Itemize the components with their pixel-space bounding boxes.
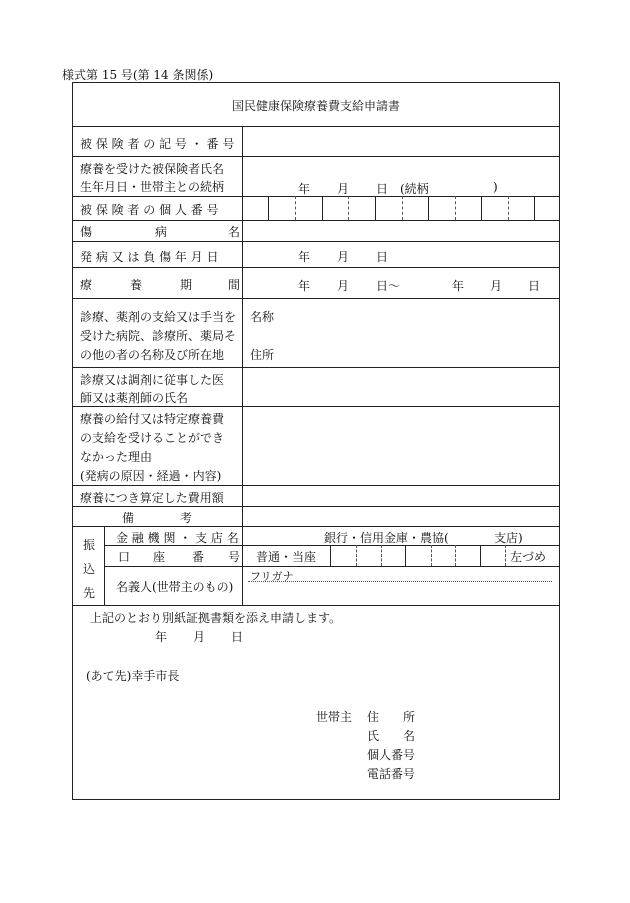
period-label-3: 期 <box>180 278 193 292</box>
remarks-label-2: 考 <box>180 511 193 525</box>
birth-year: 年 <box>298 182 311 196</box>
insured-code-label: 被 保 険 者 の 記 号 ・ 番 号 <box>80 137 235 151</box>
remarks-label-1: 備 <box>122 511 135 525</box>
bank-value: 銀行・信用金庫・農協( <box>324 531 449 545</box>
cost-label: 療養につき算定した費用額 <box>80 491 224 505</box>
left-align-note: 左づめ <box>510 550 547 564</box>
period-end-day: 日 <box>528 279 541 293</box>
onset-day: 日 <box>376 250 389 264</box>
onset-year: 年 <box>298 250 311 264</box>
birth-month: 月 <box>337 182 350 196</box>
patient-label-line2: 生年月日・世帯主との続柄 <box>80 180 225 194</box>
onset-label: 発 病 又 は 負 傷 年 月 日 <box>80 250 219 264</box>
applicant-personal-no-label: 個人番号 <box>367 748 416 762</box>
onset-month: 月 <box>337 250 350 264</box>
account-label-1: 口 <box>118 550 131 564</box>
hospital-label-line3: の他の者の名称及び所在地 <box>80 348 225 362</box>
relation-close: ) <box>493 180 498 194</box>
period-end-year: 年 <box>452 279 465 293</box>
period-start-month: 月 <box>337 279 350 293</box>
applicant-name-label: 氏 名 <box>367 729 416 743</box>
reason-label-line1: 療養の給付又は特定療養費 <box>80 412 225 426</box>
patient-label-line1: 療養を受けた被保険者氏名 <box>80 162 225 176</box>
disease-label-3: 名 <box>228 225 241 239</box>
period-end-month: 月 <box>490 279 503 293</box>
holder-label: 名義人(世帯主のもの) <box>116 580 234 594</box>
date-month: 月 <box>193 630 206 644</box>
reason-label-line3: なかった理由 <box>80 450 153 464</box>
personal-no-label: 被 保 険 者 の 個 人 番 号 <box>80 203 219 217</box>
relation-open: (続柄 <box>400 182 429 196</box>
reason-label-line2: の支給を受けることができ <box>80 431 225 445</box>
doctor-label-line2: 師又は薬剤師の氏名 <box>80 391 189 405</box>
period-label-4: 間 <box>228 278 241 292</box>
transfer-side-1: 振 <box>83 538 96 552</box>
form-number: 様式第 15 号(第 14 条関係) <box>62 68 214 82</box>
hospital-address-label: 住所 <box>250 348 275 362</box>
period-label-2: 養 <box>130 278 143 292</box>
hospital-label-line1: 診療、薬剤の支給又は手当を <box>80 310 237 324</box>
addressee: (あて先)幸手市長 <box>86 669 180 683</box>
hospital-name-label: 名称 <box>250 310 275 324</box>
account-label-3: 番 <box>192 550 205 564</box>
period-label-1: 療 <box>80 278 93 292</box>
bank-label: 金 融 機 関 ・ 支 店 名 <box>116 531 239 545</box>
doctor-label-line1: 診療又は調剤に従事した医 <box>80 373 225 387</box>
disease-label-1: 傷 <box>80 225 93 239</box>
period-start-year: 年 <box>298 279 311 293</box>
applicant-phone-label: 電話番号 <box>367 767 416 781</box>
period-start-day: 日〜 <box>376 279 401 293</box>
applicant-address-label: 住 所 <box>367 710 416 724</box>
date-year: 年 <box>155 630 168 644</box>
disease-label-2: 病 <box>155 225 168 239</box>
form-title: 国民健康保険療養費支給申請書 <box>231 99 400 113</box>
householder-label: 世帯主 <box>316 710 353 724</box>
date-day: 日 <box>231 630 244 644</box>
reason-label-line4: (発病の原因・経過・内容) <box>80 469 222 483</box>
transfer-side-2: 込 <box>83 562 96 576</box>
account-label-2: 座 <box>153 550 166 564</box>
furigana-label: フリガナ <box>250 570 294 583</box>
branch-value: 支店) <box>494 531 523 545</box>
transfer-side-3: 先 <box>83 586 96 600</box>
account-type: 普通・当座 <box>256 550 317 564</box>
birth-day: 日 <box>376 182 389 196</box>
account-label-4: 号 <box>228 550 241 564</box>
statement: 上記のとおり別紙証拠書類を添え申請します。 <box>90 611 342 625</box>
hospital-label-line2: 受けた病院、診療所、薬局そ <box>80 329 237 343</box>
